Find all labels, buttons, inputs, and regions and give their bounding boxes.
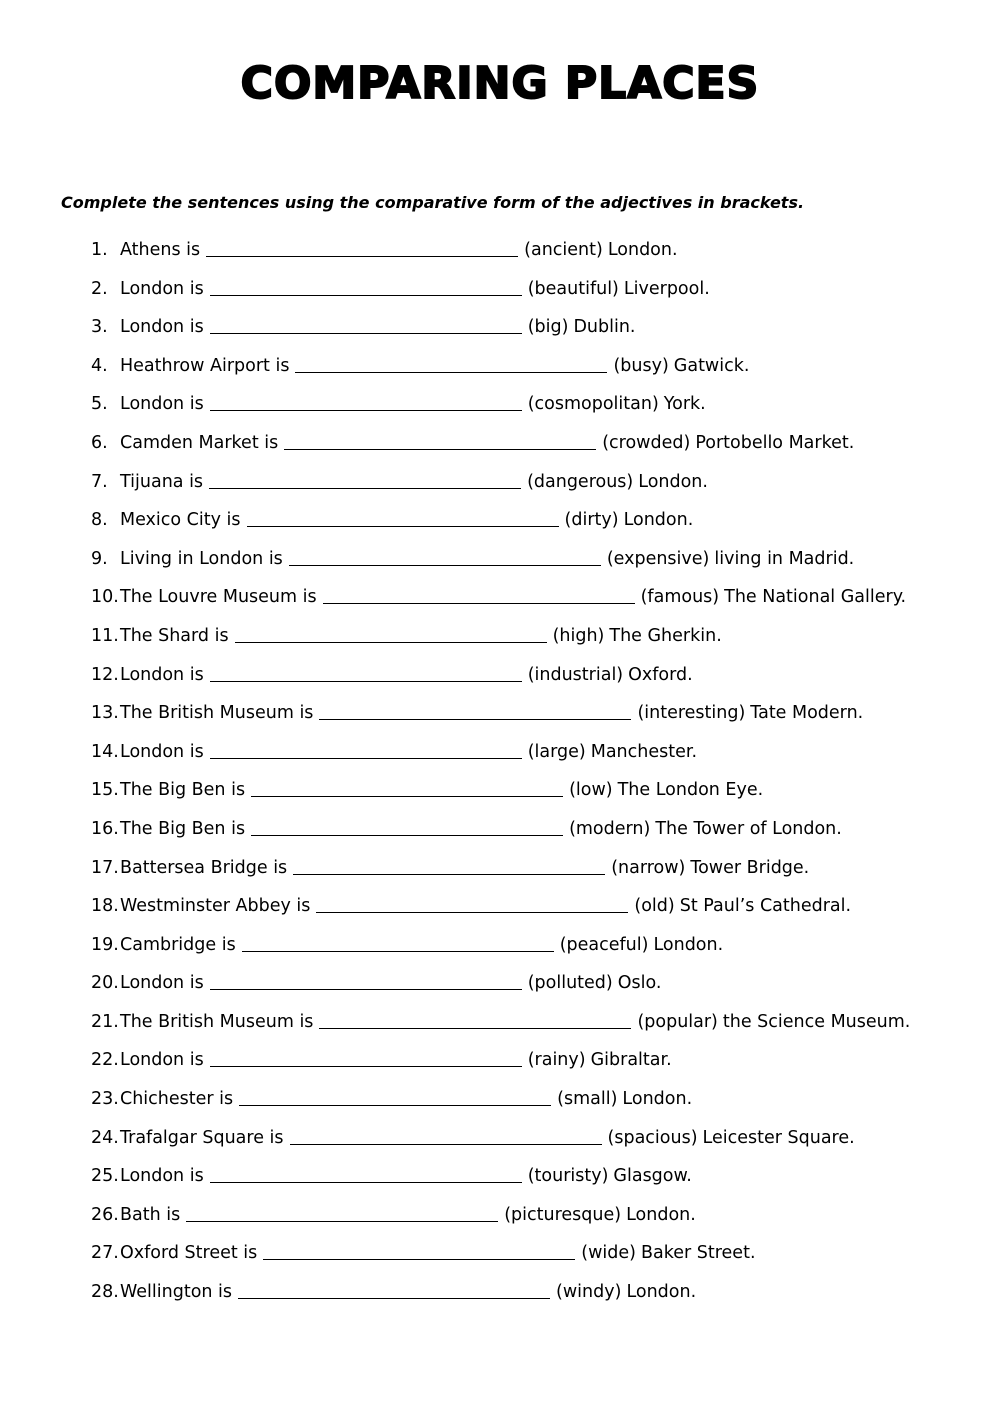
exercise-item [91,540,910,579]
adjective-hint: (old) [634,896,675,917]
adjective-hint: (narrow) [611,857,686,878]
answer-blank[interactable] [210,332,522,334]
item-subject: Battersea Bridge is [120,857,288,878]
item-object: Oslo. [617,973,662,994]
item-object: The Tower of London. [655,818,842,839]
answer-blank[interactable] [242,950,554,952]
adjective-hint: (big) [527,317,569,338]
adjective-hint: (polluted) [527,973,613,994]
item-number: 28. [91,1282,119,1303]
item-number: 20. [91,973,119,994]
item-object: The London Eye. [617,780,764,801]
item-subject: The Big Ben is [120,780,246,801]
exercise-item [91,1119,910,1158]
item-subject: London is [120,1050,204,1071]
item-subject: London is [120,317,204,338]
item-number: 6. [91,432,108,453]
item-object: Gatwick. [673,355,750,376]
answer-blank[interactable] [209,487,521,489]
item-number: 22. [91,1050,119,1071]
item-object: The Gherkin. [609,625,722,646]
item-subject: Westminster Abbey is [120,896,311,917]
item-object: Liverpool. [623,278,710,299]
exercise-item [91,463,910,502]
answer-blank[interactable] [210,409,522,411]
item-number: 3. [91,317,108,338]
answer-blank[interactable] [284,448,596,450]
exercise-item [91,1080,910,1119]
item-object: Oxford. [628,664,693,685]
item-object: Gibraltar. [590,1050,672,1071]
item-number: 26. [91,1204,119,1225]
item-subject: Heathrow Airport is [120,355,290,376]
item-number: 7. [91,471,108,492]
item-number: 12. [91,664,119,685]
item-object: St Paul’s Cathedral. [679,896,852,917]
item-object: London. [653,934,724,955]
exercise-list [91,231,910,1312]
exercise-item [91,578,910,617]
adjective-hint: (high) [552,625,605,646]
item-subject: The Shard is [120,625,229,646]
answer-blank[interactable] [290,1143,602,1145]
exercise-item [91,771,910,810]
adjective-hint: (busy) [613,355,669,376]
adjective-hint: (large) [527,741,586,762]
item-subject: Camden Market is [120,432,279,453]
exercise-item [91,1273,910,1312]
answer-blank[interactable] [251,795,563,797]
item-object: Dublin. [573,317,636,338]
item-object: The National Gallery. [724,587,907,608]
item-subject: Bath is [120,1204,181,1225]
item-subject: Wellington is [120,1282,233,1303]
item-number: 10. [91,587,119,608]
item-object: Portobello Market. [695,432,855,453]
item-number: 19. [91,934,119,955]
answer-blank[interactable] [247,525,559,527]
answer-blank[interactable] [319,718,631,720]
item-object: London. [622,1089,693,1110]
item-object: London. [626,1282,697,1303]
item-number: 1. [91,240,108,260]
exercise-item [91,964,910,1003]
exercise-item [91,887,910,926]
item-number: 14. [91,741,119,762]
item-subject: The Louvre Museum is [120,587,317,608]
answer-blank[interactable] [235,641,547,643]
item-subject: London is [120,741,204,762]
item-subject: London is [120,1166,204,1187]
answer-blank[interactable] [295,371,607,373]
adjective-hint: (low) [569,780,613,801]
item-object: Tower Bridge. [690,857,810,878]
item-number: 11. [91,625,119,646]
item-subject: The British Museum is [120,1011,314,1032]
adjective-hint: (rainy) [527,1050,586,1071]
adjective-hint: (picturesque) [504,1204,622,1225]
answer-blank[interactable] [210,1181,522,1183]
item-number: 17. [91,857,119,878]
answer-blank[interactable] [323,602,635,604]
item-number: 25. [91,1166,119,1187]
item-object: living in Madrid. [714,548,855,569]
adjective-hint: (dangerous) [527,471,634,492]
answer-blank[interactable] [289,564,601,566]
exercise-item [91,1234,910,1273]
item-object: Manchester. [590,741,698,762]
adjective-hint: (industrial) [527,664,624,685]
item-number: 2. [91,278,108,299]
exercise-item [91,849,910,888]
adjective-hint: (wide) [581,1243,636,1264]
adjective-hint: (small) [557,1089,618,1110]
item-number: 24. [91,1127,119,1148]
item-number: 18. [91,896,119,917]
instruction-text: Complete the sentences using the comparative form of the adjectives in brackets. [61,193,805,212]
adjective-hint: (beautiful) [527,278,619,299]
exercise-item [91,926,910,965]
item-subject: Oxford Street is [120,1243,258,1264]
answer-blank[interactable] [239,1104,551,1106]
answer-blank[interactable] [293,873,605,875]
item-subject: London is [120,664,204,685]
item-subject: Cambridge is [120,934,236,955]
item-subject: London is [120,394,204,415]
exercise-item [91,1157,910,1196]
item-object: London. [607,240,678,260]
answer-blank[interactable] [210,294,522,296]
exercise-item [91,694,910,733]
answer-blank[interactable] [210,757,522,759]
item-object: London. [623,510,694,531]
exercise-item [91,656,910,695]
item-number: 21. [91,1011,119,1032]
adjective-hint: (famous) [640,587,720,608]
adjective-hint: (dirty) [564,510,619,531]
item-object: the Science Museum. [722,1011,911,1032]
adjective-hint: (touristy) [527,1166,609,1187]
exercise-item [91,1003,910,1042]
item-object: London. [638,471,708,492]
exercise-item [91,347,910,386]
item-subject: The British Museum is [120,703,314,724]
item-subject: London is [120,278,204,299]
item-object: Glasgow. [613,1166,692,1187]
exercise-item [91,501,910,540]
item-object: Leicester Square. [702,1127,855,1148]
adjective-hint: (peaceful) [559,934,649,955]
item-object: Tate Modern. [750,703,864,724]
exercise-item [91,385,910,424]
exercise-item [91,1041,910,1080]
exercise-item [91,1196,910,1235]
adjective-hint: (modern) [569,818,651,839]
item-subject: Mexico City is [120,510,241,531]
answer-blank[interactable] [210,1065,522,1067]
exercise-item [91,308,910,347]
answer-blank[interactable] [316,911,628,913]
item-number: 15. [91,780,119,801]
item-object: Baker Street. [641,1243,756,1264]
answer-blank[interactable] [263,1258,575,1260]
item-subject: Tijuana is [120,471,204,492]
adjective-hint: (interesting) [637,703,746,724]
adjective-hint: (windy) [556,1282,622,1303]
answer-blank[interactable] [251,834,563,836]
exercise-item [91,231,910,270]
item-number: 4. [91,355,108,376]
exercise-item [91,617,910,656]
item-number: 23. [91,1089,119,1110]
answer-blank[interactable] [210,680,522,682]
answer-blank[interactable] [319,1027,631,1029]
item-subject: Athens is [120,240,201,260]
item-object: London. [626,1204,696,1225]
exercise-item [91,424,910,463]
adjective-hint: (popular) [637,1011,718,1032]
item-subject: Living in London is [120,548,283,569]
exercise-item [91,810,910,849]
item-number: 5. [91,394,108,415]
adjective-hint: (spacious) [607,1127,698,1148]
answer-blank[interactable] [210,988,522,990]
item-object: York. [663,394,706,415]
answer-blank[interactable] [186,1220,498,1222]
page-title: COMPARING PLACES [240,58,760,109]
answer-blank[interactable] [206,255,518,257]
adjective-hint: (crowded) [602,432,691,453]
adjective-hint: (cosmopolitan) [527,394,659,415]
adjective-hint: (expensive) [606,548,710,569]
item-subject: Chichester is [120,1089,234,1110]
item-subject: London is [120,973,204,994]
exercise-item [91,270,910,309]
adjective-hint: (ancient) [524,240,603,260]
item-number: 13. [91,703,119,724]
item-number: 8. [91,510,108,531]
item-subject: The Big Ben is [120,818,246,839]
item-number: 16. [91,818,119,839]
item-subject: Trafalgar Square is [120,1127,284,1148]
answer-blank[interactable] [238,1297,550,1299]
item-number: 9. [91,548,108,569]
exercise-item [91,733,910,772]
item-number: 27. [91,1243,119,1264]
